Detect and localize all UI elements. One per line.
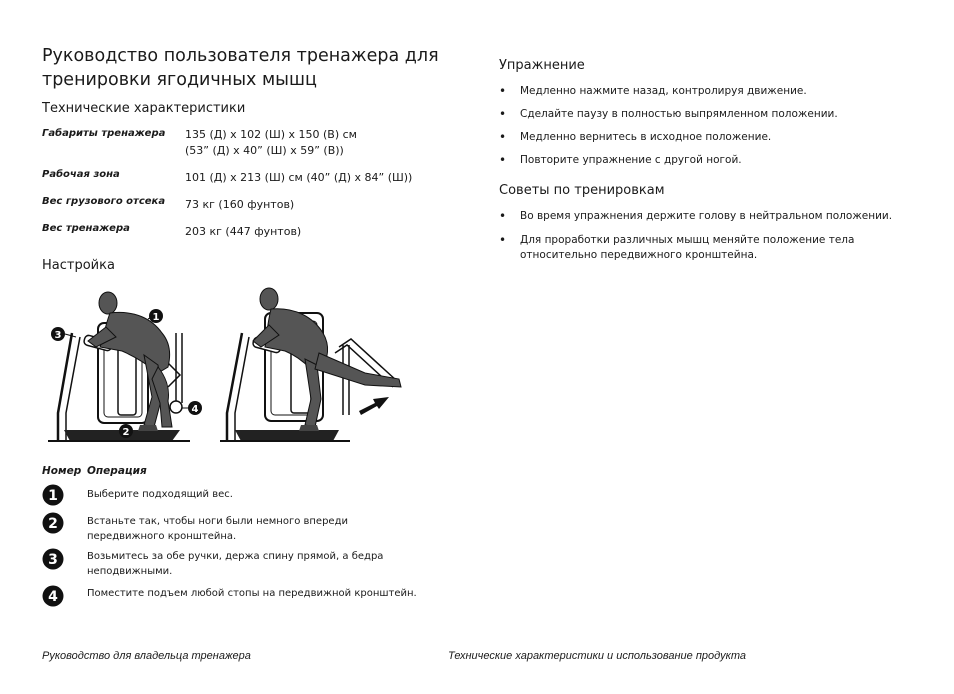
callout-1-number: 1 <box>152 312 160 323</box>
tips-item: • Для проработки различных мышц меняйте положение тела относительно передвижного кронштейна. <box>499 233 899 263</box>
op-number-header: Номер <box>42 465 82 477</box>
step-4-icon <box>42 585 64 607</box>
spec-value-imperial: (53” (Д) x 40” (Ш) x 59” (В)) <box>185 144 344 157</box>
callout-2-number: 2 <box>122 427 130 438</box>
callout-3-number: 3 <box>54 330 62 341</box>
step-1-text: Выберите подходящий вес. <box>87 489 233 500</box>
footer-left: Руководство для владельца тренажера <box>42 650 251 662</box>
setup-heading: Настройка <box>42 258 115 273</box>
exercise-heading: Упражнение <box>499 58 585 73</box>
spec-value: 101 (Д) x 213 (Ш) см (40” (Д) x 84” (Ш)) <box>185 171 413 184</box>
step-3-icon <box>42 548 64 570</box>
exercise-item: • Повторите упражнение с другой ногой. <box>499 153 838 168</box>
step-3-text: Возьмитесь за обе ручки, держа спину прямой, а бедра неподвижными. <box>87 551 384 577</box>
tips-list <box>499 209 899 263</box>
callout-4 <box>182 401 202 415</box>
step-2-icon <box>42 512 64 534</box>
spec-value: 73 кг (160 фунтов) <box>185 198 295 211</box>
tips-item: • Во время упражнения держите голову в нейтральном положении. <box>499 209 899 224</box>
exercise-list <box>499 84 838 168</box>
footer-right: Технические характеристики и использование продукта <box>448 650 747 662</box>
svg-text:1: 1 <box>48 488 58 504</box>
setup-illustration <box>40 285 425 445</box>
svg-text:3: 3 <box>48 552 58 568</box>
svg-text:4: 4 <box>48 589 58 605</box>
spec-label: Рабочая зона <box>42 169 120 180</box>
svg-text:2: 2 <box>48 516 58 532</box>
exercise-item: • Медленно нажмите назад, контролируя движение. <box>499 84 838 99</box>
spec-value: 203 кг (447 фунтов) <box>185 225 302 238</box>
spec-label: Габариты тренажера <box>42 128 166 139</box>
page-title: Руководство пользователя тренажера для тренировки ягодичных мышц <box>42 46 439 90</box>
spec-value: 135 (Д) x 102 (Ш) x 150 (В) см <box>185 128 357 141</box>
machine-start-figure <box>48 292 190 441</box>
tips-heading: Советы по тренировкам <box>499 183 665 198</box>
callout-4-number: 4 <box>191 404 199 415</box>
callout-2 <box>119 424 133 438</box>
exercise-item: • Сделайте паузу в полностью выпрямленном положении. <box>499 107 838 122</box>
op-operation-header: Операция <box>87 465 147 477</box>
spec-label: Вес тренажера <box>42 223 130 234</box>
exercise-item: • Медленно вернитесь в исходное положение. <box>499 130 838 145</box>
spec-label: Вес грузового отсека <box>42 196 166 207</box>
step-2-text: Встаньте так, чтобы ноги были немного впереди передвижного кронштейна. <box>87 516 349 542</box>
machine-extended-figure <box>220 288 401 441</box>
step-1-icon <box>42 484 64 506</box>
step-4-text: Поместите подъем любой стопы на передвижной кронштейн. <box>87 588 417 599</box>
specs-heading: Технические характеристики <box>42 101 246 116</box>
